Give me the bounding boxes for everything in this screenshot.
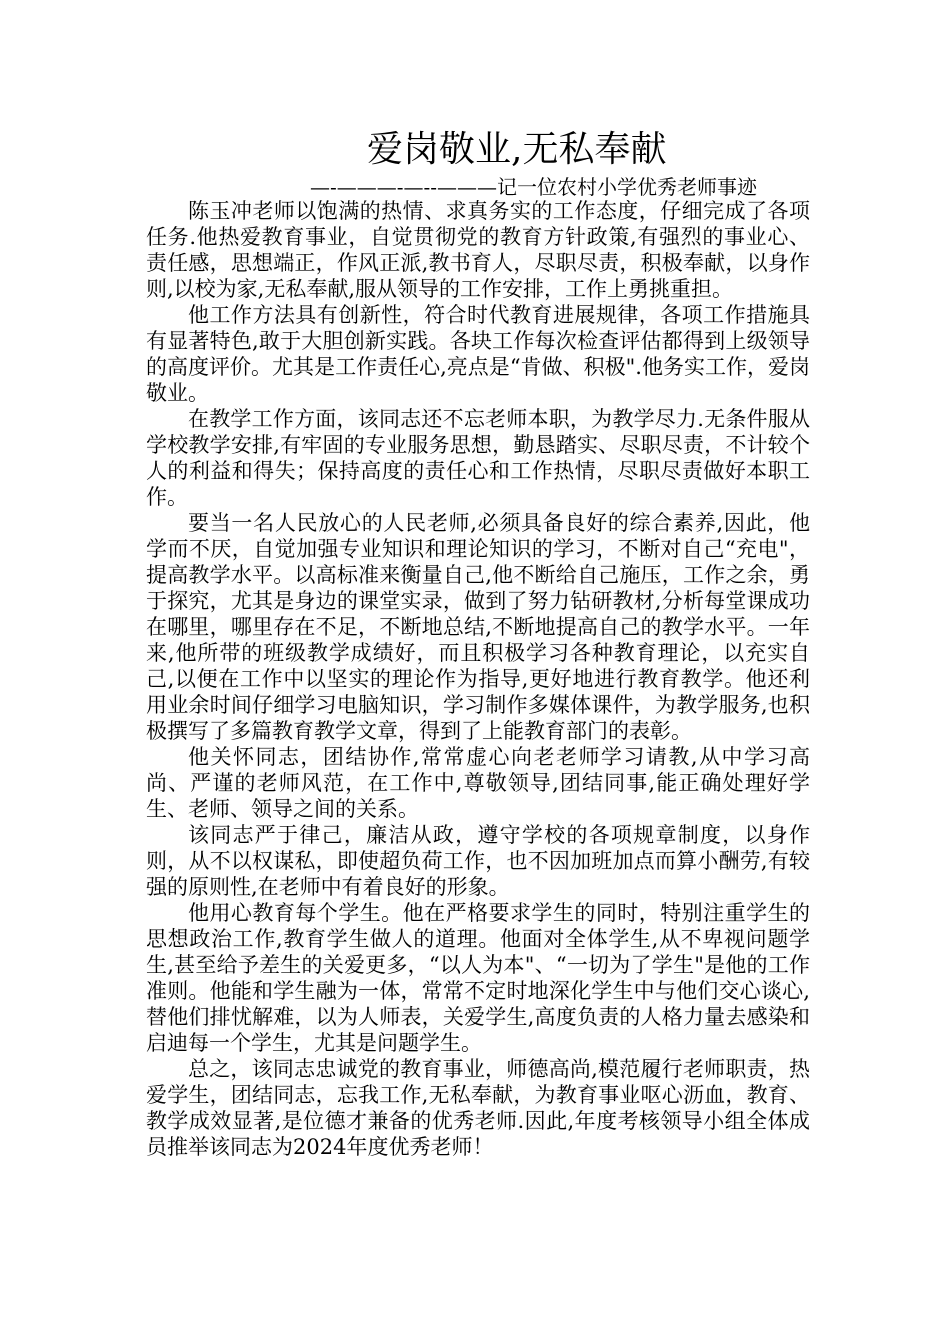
paragraph: 他用心教育每个学生。他在严格要求学生的同时，特别注重学生的思想政治工作,教育学生做人的道理。他面对全体学生,从不卑视问题学生,甚至给予差生的关爱更多，“以人为本"、“一切为了学生"是他的工作准则。他能和学生融为一体，常常不定时地深化学生中与他们交心谈心,替他们排忧解难，以为人师表，关爱学生,高度负责的人格力量去感染和启迪每一个学生，尤其是问题学生。 bbox=[146, 901, 810, 1055]
document-subtitle: —-———-—--———记一位农村小学优秀老师事迹 bbox=[310, 175, 758, 199]
paragraph: 他关怀同志，团结协作,常常虚心向老老师学习请教,从中学习高尚、严谨的老师风范，在工作中,尊敬领导,团结同事,能正确处理好学生、老师、领导之间的关系。 bbox=[146, 745, 810, 821]
paragraph: 该同志严于律己，廉洁从政，遵守学校的各项规章制度，以身作则，从不以权谋私，即使超负荷工作，也不因加班加点而算小酬劳,有较强的原则性,在老师中有着良好的形象。 bbox=[146, 823, 810, 899]
paragraph: 陈玉冲老师以饱满的热情、求真务实的工作态度，仔细完成了各项任务.他热爱教育事业，自觉贯彻党的教育方针政策,有强烈的事业心、责任感，思想端正，作风正派,教书育人，尽职尽责，积极奉献，以身作则,以校为家,无私奉献,服从领导的工作安排，工作上勇挑重担。 bbox=[146, 199, 810, 301]
paragraph: 要当一名人民放心的人民老师,必须具备良好的综合素养,因此，他学而不厌，自觉加强专业知识和理论知识的学习，不断对自己“充电"，提高教学水平。以高标准来衡量自己,他不断给自己施压，工作之余，勇于探究，尤其是身边的课堂实录，做到了努力钻研教材,分析每堂课成功在哪里，哪里存在不足，不断地总结,不断地提高自己的教学水平。一年来,他所带的班级教学成绩好，而且积极学习各种教育理论，以充实自己,以便在工作中以坚实的理论作为指导,更好地进行教育教学。他还利用业余时间仔细学习电脑知识，学习制作多媒体课件，为教学服务,也积极撰写了多篇教育教学文章，得到了上能教育部门的表彰。 bbox=[146, 511, 810, 743]
document-body bbox=[146, 198, 810, 1160]
paragraph: 在教学工作方面，该同志还不忘老师本职，为教学尽力.无条件服从学校教学安排,有牢固的专业服务思想，勤恳踏实、尽职尽责，不计较个人的利益和得失；保持高度的责任心和工作热情，尽职尽责做好本职工作。 bbox=[146, 407, 810, 509]
document-title: 爱岗敬业,无私奉献 bbox=[367, 129, 667, 170]
paragraph: 他工作方法具有创新性，符合时代教育进展规律，各项工作措施具有显著特色,敢于大胆创新实践。各块工作每次检查评估都得到上级领导的高度评价。尤其是工作责任心,亮点是“肯做、积极".他务实工作，爱岗敬业。 bbox=[146, 303, 810, 405]
paragraph: 总之，该同志忠诚党的教育事业，师德高尚,模范履行老师职责，热爱学生，团结同志，忘我工作,无私奉献，为教育事业呕心沥血，教育、教学成效显著,是位德才兼备的优秀老师.因此,年度考核领导小组全体成员推举该同志为2024年度优秀老师！ bbox=[146, 1057, 810, 1159]
